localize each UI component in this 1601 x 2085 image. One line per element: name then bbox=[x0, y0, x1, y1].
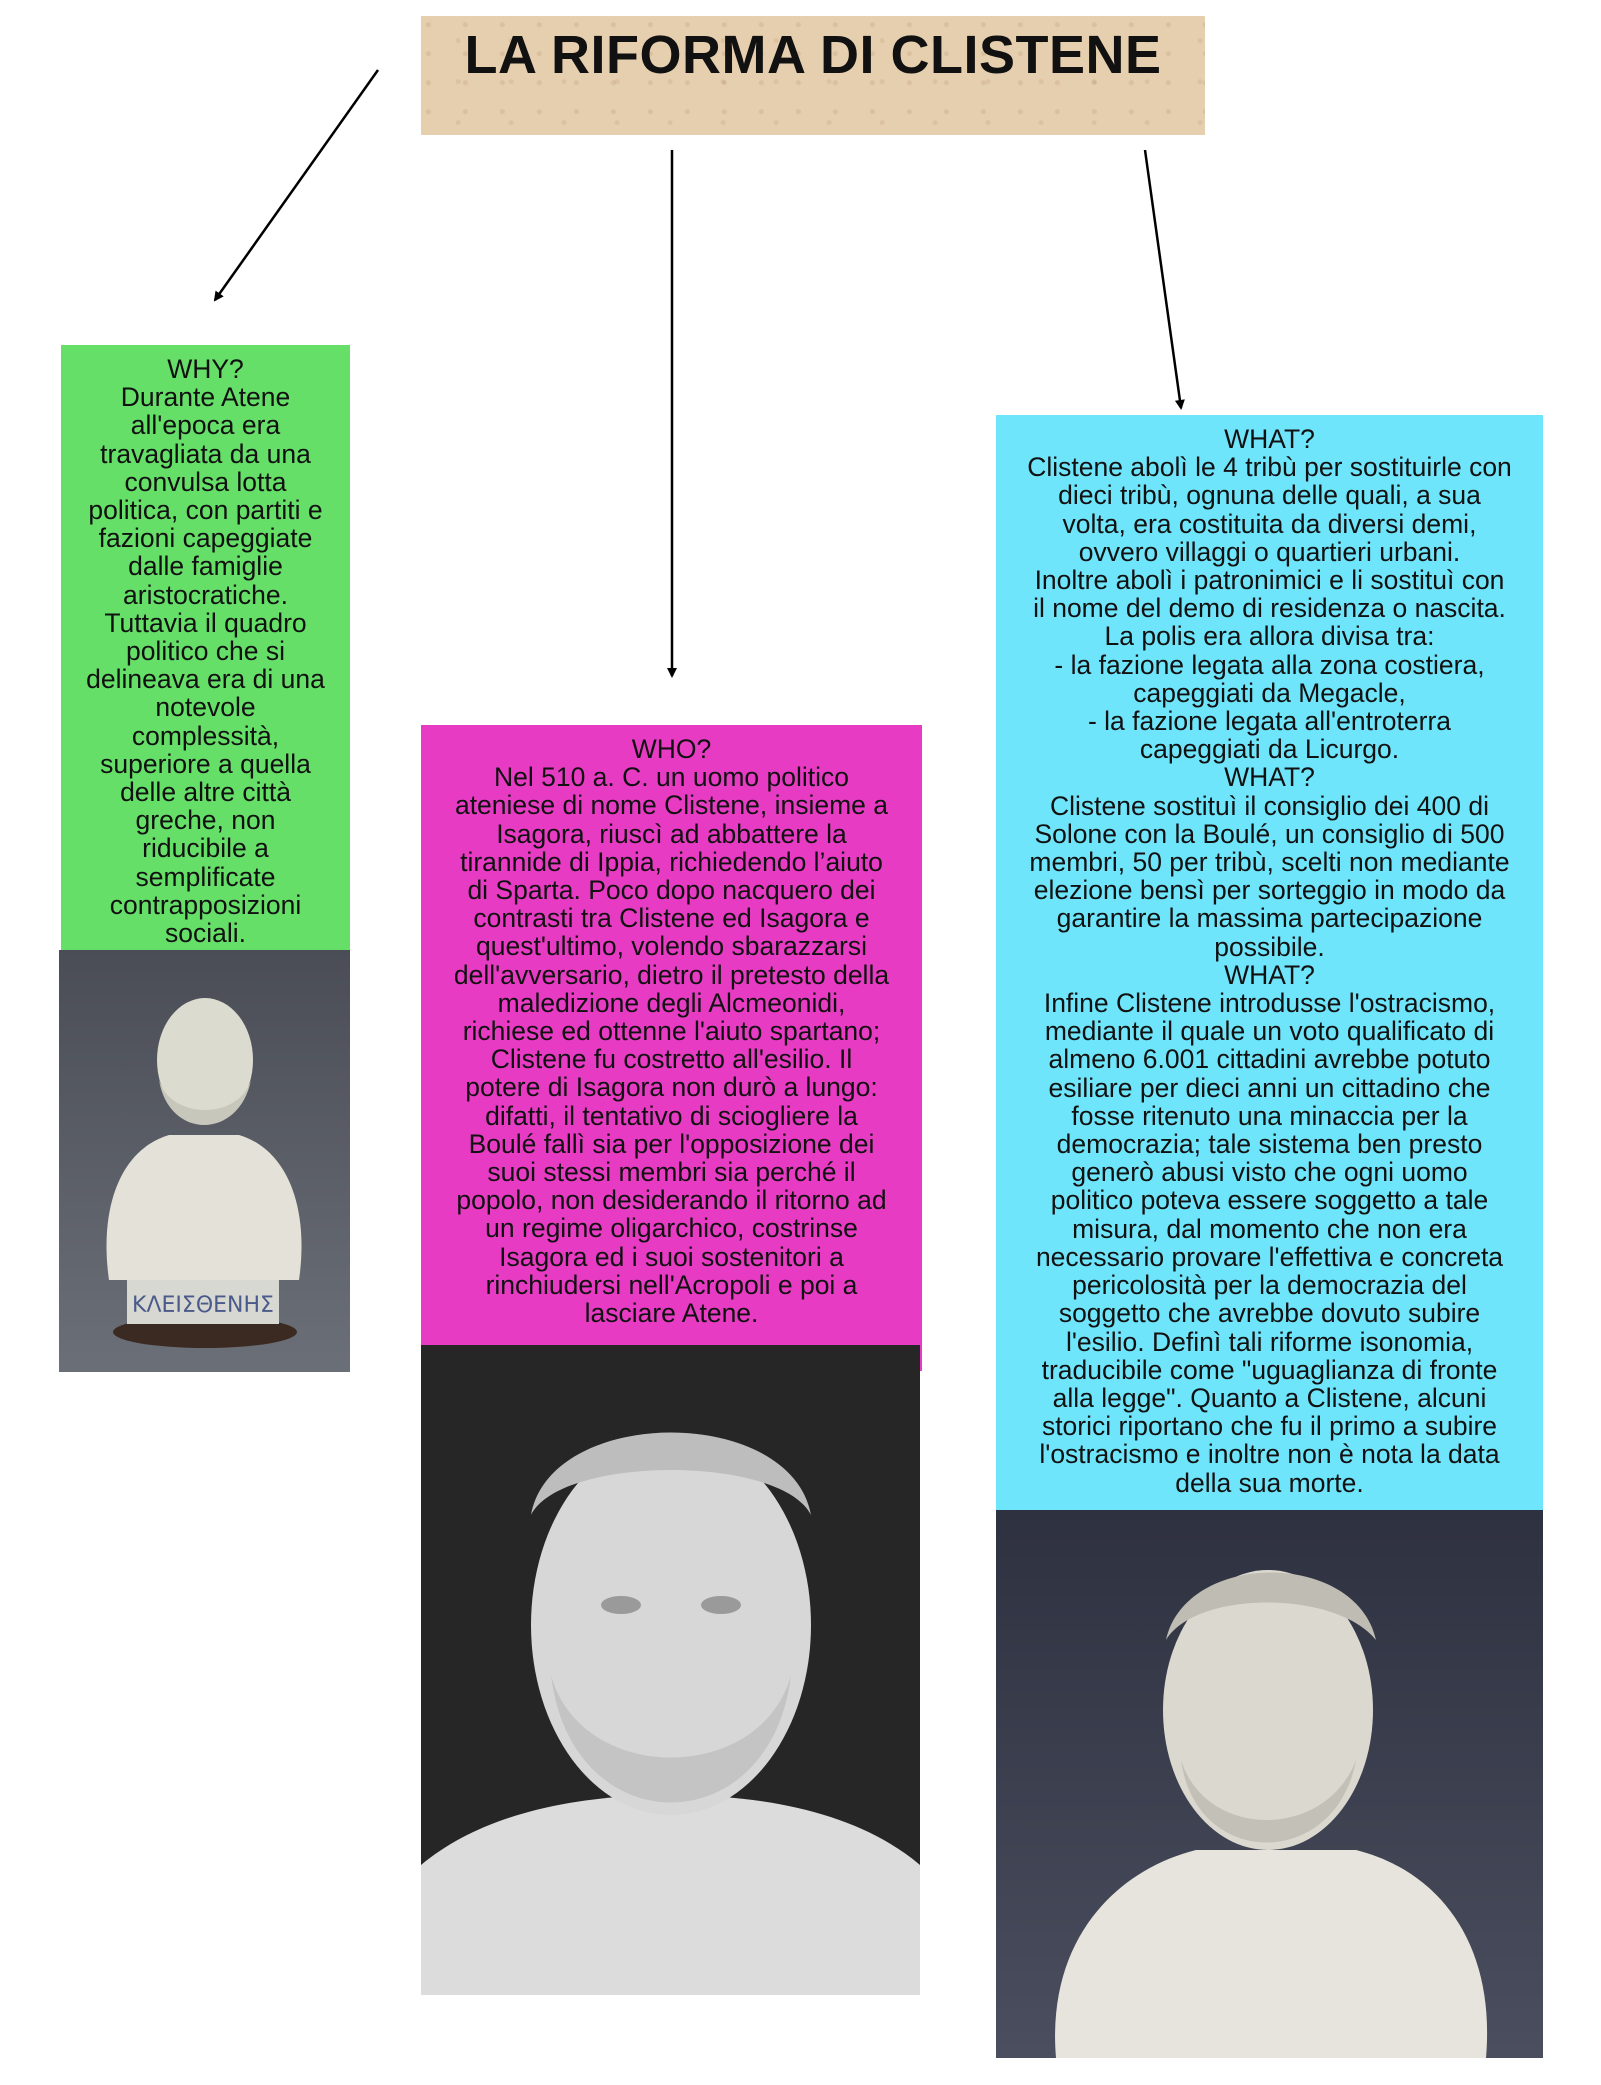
arrow-what bbox=[1145, 150, 1181, 408]
bust-image-who bbox=[421, 1345, 920, 1995]
arrow-why bbox=[215, 70, 378, 300]
bust-image-why bbox=[59, 950, 350, 1372]
bust-image-what bbox=[996, 1510, 1543, 2058]
why-box: WHY? Durante Atene all'epoca era travagliata da una convulsa lotta politica, con partiti e fazioni capeggiate dalle famiglie aristocratiche. Tuttavia il quadro politico che si delineava era di una notevole complessità, superiore a quella delle altre città greche, non riducibile a semplificate contrapposizioni sociali. bbox=[61, 345, 350, 950]
bust-inscription: ΚΛΕΙΣΘΕΝΗΣ bbox=[132, 1293, 274, 1318]
title-banner bbox=[421, 16, 1205, 135]
who-box: WHO? Nel 510 a. C. un uomo politico ateniese di nome Clistene, insieme a Isagora, riuscì ad abbattere la tirannide di Ippia, richiedendo l’aiuto di Sparta. Poco dopo nacquero dei contrasti tra Clistene ed Isagora e quest'ultimo, volendo sbarazzarsi dell'avversario, dietro il pretesto della maledizione degli Alcmeonidi, richiese ed ottenne l'aiuto spartano; Clistene fu costretto all'esilio. Il potere di Isagora non durò a lungo: difatti, il tentativo di sciogliere la Boulé fallì sia per l'opposizione dei suoi stessi membri sia perché il popolo, non desiderando il ritorno ad un regime oligarchico, costrinse Isagora ed i suoi sostenitori a rinchiudersi nell'Acropoli e poi a lasciare Atene. bbox=[421, 725, 922, 1371]
what-box: WHAT? Clistene abolì le 4 tribù per sostituirle con dieci tribù, ognuna delle quali, a sua volta, era costituita da diversi demi, ovvero villaggi o quartieri urbani. Inoltre abolì i patronimici e li sostituì con il nome del demo di residenza o nascita. La polis era allora divisa tra: - la fazione legata alla zona costiera, capeggiati da Megacle, - la fazione legata all'entroterra capeggiati da Licurgo. WHAT? Clistene sostituì il consiglio dei 400 di Solone con la Boulé, un consiglio di 500 membri, 50 per tribù, scelti non mediante elezione bensì per sorteggio in modo da garantire la massima partecipazione possibile. WHAT? Infine Clistene introdusse l'ostracismo, mediante il quale un voto qualificato di almeno 6.001 cittadini avrebbe potuto esiliare per dieci anni un cittadino che fosse ritenuto una minaccia per la democrazia; tale sistema ben presto generò abusi visto che ogni uomo politico poteva essere soggetto a tale misura, dal momento che non era necessario provare l'effettiva e concreta pericolosità per la democrazia del soggetto che avrebbe dovuto subire l'esilio. Definì tali riforme isonomia, traducibile come "uguaglianza di fronte alla legge". Quanto a Clistene, alcuni storici riportano che fu il primo a subire l'ostracismo e inoltre non è nota la data della sua morte. bbox=[996, 415, 1543, 1510]
page-title: LA RIFORMA DI CLISTENE bbox=[464, 25, 1162, 85]
